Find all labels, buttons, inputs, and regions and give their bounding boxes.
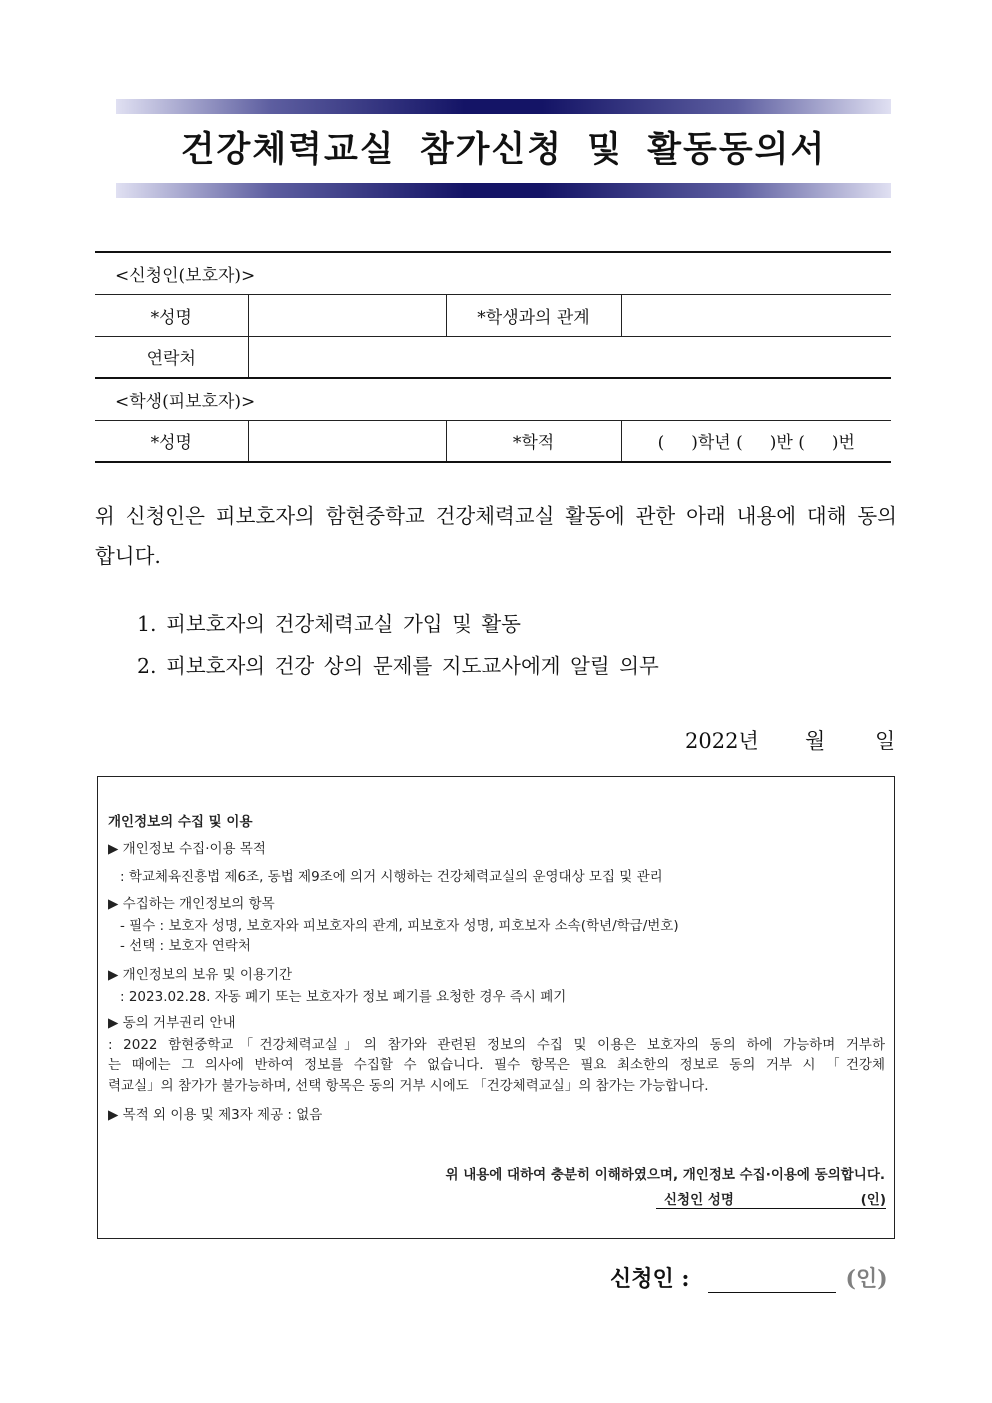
applicant-signature-blank[interactable] (708, 1272, 836, 1293)
privacy-refuse-line: 는 때에는 그 의사에 반하여 정보를 수집할 수 없습니다. 필수 항목은 필요 최소한의 정보로 동의 거부 시 「건강체 (108, 1057, 885, 1073)
page-title: 건강체력교실 참가신청 및 활동동의서 (180, 129, 827, 170)
consent-items (137, 603, 659, 687)
privacy-period-heading: ▶ 개인정보의 보유 및 이용기간 (108, 967, 293, 983)
date-day: 일 (875, 729, 896, 753)
privacy-items-required: - 필수 : 보호자 성명, 보호자와 피보호자의 관계, 피보호자 성명, 피호보자 소속(학년/학급/번호) (120, 918, 679, 934)
privacy-purpose-text: : 학교체육진흥법 제6조, 동법 제9조에 의거 시행하는 건강체력교실의 운영대상 모집 및 관리 (120, 869, 663, 885)
title-top-bar (116, 99, 891, 114)
privacy-refuse-heading: ▶ 동의 거부권리 안내 (108, 1015, 236, 1031)
privacy-agree-text: 위 내용에 대하여 충분히 이해하였으며, 개인정보 수집·이용에 동의합니다. (445, 1167, 885, 1183)
student-section-label: <학생(피보호자)> (95, 378, 891, 420)
title-bottom-bar (116, 183, 891, 198)
privacy-sign-label: 신청인 성명 (664, 1192, 734, 1208)
guardian-contact-field[interactable] (248, 336, 891, 378)
applicant-seal: (인) (845, 1266, 888, 1292)
application-form-table (95, 251, 891, 463)
student-name-field[interactable] (248, 420, 446, 462)
applicant-label: 신청인 : (610, 1266, 690, 1292)
guardian-contact-label: 연락처 (95, 336, 248, 378)
guardian-relation-label: *학생과의 관계 (446, 294, 621, 336)
privacy-notice-box (97, 776, 895, 1239)
privacy-heading: 개인정보의 수집 및 이용 (108, 814, 253, 830)
student-class-field[interactable]: ( )학년 ( )반 ( )번 (621, 420, 891, 462)
guardian-relation-field[interactable] (621, 294, 891, 336)
privacy-period-text: : 2023.02.28. 자동 폐기 또는 보호자가 정보 폐기를 요청한 경우 즉시 폐기 (120, 989, 567, 1005)
privacy-thirdparty: ▶ 목적 외 이용 및 제3자 제공 : 없음 (108, 1107, 323, 1123)
privacy-refuse-line: : 2022 함현중학교「건강체력교실」의 참가와 관련된 정보의 수집 및 이용은 보호자의 동의 하에 가능하며 거부하 (108, 1037, 885, 1053)
privacy-items-optional: - 선택 : 보호자 연락처 (120, 938, 251, 954)
privacy-items-heading: ▶ 수집하는 개인정보의 항목 (108, 896, 275, 912)
consent-item: 1. 피보호자의 건강체력교실 가입 및 활동 (137, 612, 521, 636)
privacy-refuse-line: 력교실」의 참가가 불가능하며, 선택 항목은 동의 거부 시에도 「건강체력교실」의 참가는 가능합니다. (108, 1078, 709, 1094)
applicant-signature (610, 1262, 888, 1293)
guardian-section-label: <신청인(보호자)> (95, 252, 891, 294)
guardian-name-field[interactable] (248, 294, 446, 336)
consent-item: 2. 피보호자의 건강 상의 문제를 지도교사에게 알릴 의무 (137, 654, 659, 678)
privacy-signature-line[interactable] (656, 1188, 886, 1209)
student-name-label: *성명 (95, 420, 248, 462)
date-year: 2022년 (685, 729, 759, 753)
date-month: 월 (805, 729, 826, 753)
student-class-label: *학적 (446, 420, 621, 462)
privacy-sign-seal: (인) (860, 1192, 886, 1208)
consent-statement: 위 신청인은 피보호자의 함현중학교 건강체력교실 활동에 관한 아래 내용에 대해 동의합니다. (95, 504, 897, 568)
privacy-purpose-heading: ▶ 개인정보 수집·이용 목적 (108, 841, 266, 857)
guardian-name-label: *성명 (95, 294, 248, 336)
